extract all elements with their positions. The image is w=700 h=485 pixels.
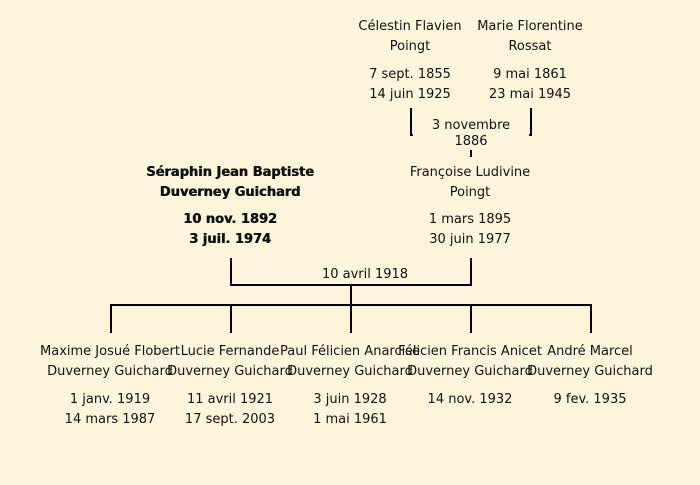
person-surname: Rossat — [508, 39, 552, 54]
birth-date: 7 sept. 1855 — [369, 67, 451, 82]
marriage-date-parents: 10 avril 1918 — [305, 267, 425, 283]
birth-date: 10 nov. 1892 — [183, 212, 277, 227]
birth-date: 9 fev. 1935 — [553, 392, 627, 407]
person-given-names: Célestin Flavien — [358, 19, 462, 34]
connector-line — [230, 305, 232, 333]
connector-line — [470, 305, 472, 333]
person-given-names: Marie Florentine — [477, 19, 583, 34]
person-given-names: Françoise Ludivine — [409, 165, 531, 180]
person-given-names: Lucie Fernande — [180, 344, 280, 359]
connector-line — [530, 108, 532, 136]
death-date: 14 juin 1925 — [369, 87, 451, 102]
birth-date: 1 mars 1895 — [428, 212, 512, 227]
birth-date: 11 avril 1921 — [186, 392, 274, 407]
connector-line — [590, 305, 592, 333]
person-surname: Duverney Guichard — [167, 364, 293, 379]
connector-line — [470, 258, 472, 286]
connector-line — [350, 305, 352, 333]
death-date: 3 juil. 1974 — [189, 232, 271, 247]
person-surname: Duverney Guichard — [159, 185, 301, 200]
death-date: 14 mars 1987 — [64, 412, 156, 427]
connector-line — [350, 285, 352, 306]
connector-line — [410, 108, 412, 136]
birth-date: 1 janv. 1919 — [69, 392, 151, 407]
birth-date: 14 nov. 1932 — [427, 392, 513, 407]
person-given-names: Séraphin Jean Baptiste — [146, 165, 314, 180]
person-surname: Duverney Guichard — [287, 364, 413, 379]
death-date: 23 mai 1945 — [488, 87, 572, 102]
marriage-date-grandparents: 3 novembre 1886 — [413, 118, 529, 150]
death-date: 17 sept. 2003 — [184, 412, 276, 427]
person-surname: Poingt — [449, 185, 491, 200]
person-surname: Duverney Guichard — [47, 364, 173, 379]
person-given-names: André Marcel — [547, 344, 633, 359]
person-surname: Duverney Guichard — [527, 364, 653, 379]
person-given-names: Félicien Francis Anicet — [398, 344, 542, 359]
person-given-names: Maxime Josué Flobert — [40, 344, 180, 359]
connector-line — [230, 258, 232, 286]
birth-date: 3 juin 1928 — [313, 392, 387, 407]
death-date: 1 mai 1961 — [313, 412, 387, 427]
death-date: 30 juin 1977 — [429, 232, 511, 247]
birth-date: 9 mai 1861 — [493, 67, 567, 82]
person-surname: Duverney Guichard — [407, 364, 533, 379]
person-given-names: Paul Félicien Anarcise — [279, 344, 420, 359]
person-surname: Poingt — [389, 39, 431, 54]
connector-line — [110, 305, 112, 333]
